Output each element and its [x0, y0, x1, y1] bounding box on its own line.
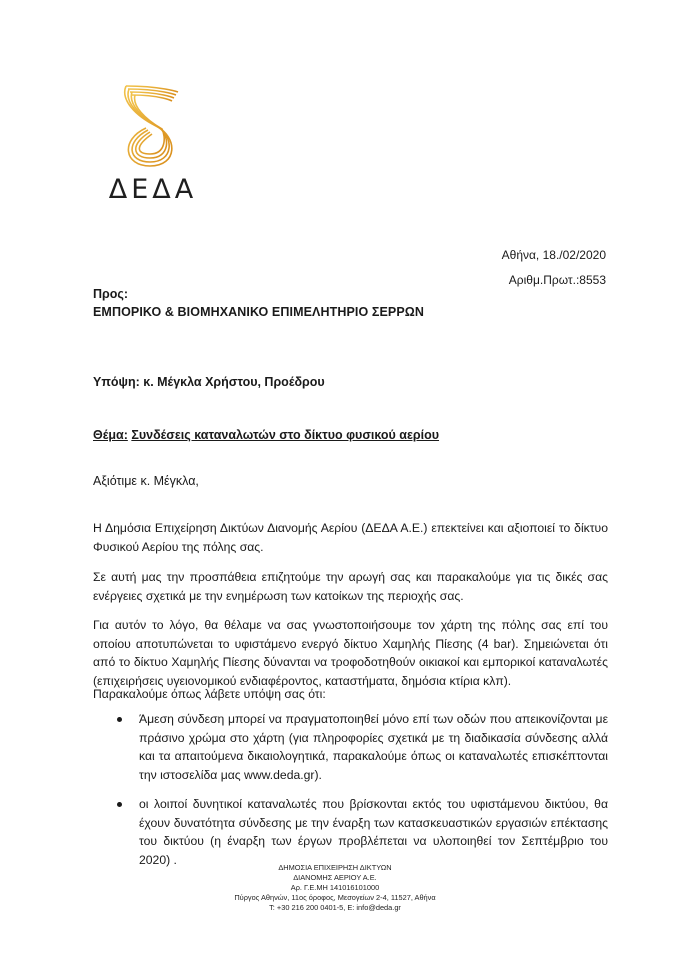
paragraph-1: Η Δημόσια Επιχείρηση Δικτύων Διανομής Αερίου (ΔΕΔΑ Α.Ε.) επεκτείνει και αξιοποιεί το δίκτυο Φυσικού Αερίου της πόλης σας. — [93, 521, 608, 554]
protocol-number: Αριθμ.Πρωτ.:8553 — [508, 273, 606, 287]
logo-wordmark: ΔΕΔΑ — [108, 174, 198, 205]
bullet-icon — [117, 802, 122, 807]
deda-logo-mark-icon — [106, 82, 196, 172]
footer-address: Πύργος Αθηνών, 11ος όροφος, Μεσογείων 2-4, 11527, Αθήνα — [234, 893, 436, 902]
footer-registry: Αρ. Γ.Ε.ΜΗ 141016101000 — [290, 883, 380, 892]
bullet-text-1: Άμεση σύνδεση μπορεί να πραγματοποιηθεί μόνο επί των οδών που απεικονίζονται με πράσινο χρώμα στο χάρτη (για πληροφορίες σχετικά με τη διαδικασία σύνδεσης αλλά και τα απαιτούμενα δικαιολογητικά, παρακαλούμε όπως οι καταναλωτές επισκέπτονται την ιστοσελίδα μας www.deda.gr). — [139, 712, 608, 782]
letter-date: Αθήνα, 18./02/2020 — [501, 248, 606, 262]
deda-logo — [96, 82, 206, 207]
subject-label: Θέμα: — [93, 428, 128, 442]
recipient-label: Προς: — [93, 287, 129, 301]
footer-contact: T: +30 216 200 0401-5, E: info@deda.gr — [269, 903, 401, 912]
bullet-text-2: οι λοιποί δυνητικοί καταναλωτές που βρίσκονται εκτός του υφιστάμενου δικτύου, θα έχουν δυνατότητα σύνδεσης με την έναρξη των κατασκευαστικών εργασιών επέκτασης του δικτύου (η έναρξη των έργων προβλέπεται να υλοποιηθεί τον Σεπτέμβριο του 2020) . — [139, 797, 608, 867]
bullet-icon — [117, 717, 122, 722]
list-item — [93, 795, 608, 869]
recipient-organization: ΕΜΠΟΡΙΚΟ & ΒΙΟΜΗΧΑΝΙΚΟ ΕΠΙΜΕΛΗΤΗΡΙΟ ΣΕΡΡΩΝ — [93, 305, 425, 319]
footer-company-line2: ΔΙΑΝΟΜΗΣ ΑΕΡΙΟΥ Α.Ε. — [293, 873, 377, 882]
salutation: Αξιότιμε κ. Μέγκλα, — [93, 474, 199, 488]
footer-company-line1: ΔΗΜΟΣΙΑ ΕΠΙΧΕΙΡΗΣΗ ΔΙΚΤΥΩΝ — [278, 863, 392, 872]
subject-text: Συνδέσεις καταναλωτών στο δίκτυο φυσικού αερίου — [131, 428, 440, 442]
paragraph-3: Για αυτόν το λόγο, θα θέλαμε να σας γνωστοποιήσουμε τον χάρτη της πόλης σας επί του οποίου αποτυπώνεται το υφιστάμενο ενεργό δίκτυο Χαμηλής Πίεσης (4 bar). Σημειώνεται ότι από το δίκτυο Χαμηλής Πίεσης δύνανται να τροφοδοτηθούν οικιακοί και εμπορικοί καταναλωτές (επιχειρήσεις υγειονομικού ενδιαφέροντος, καταστήματα, δημόσια κτίρια κλπ). — [93, 618, 608, 688]
letter-footer — [150, 863, 520, 913]
attention-line: Υπόψη: κ. Μέγκλα Χρήστου, Προέδρου — [93, 375, 325, 389]
list-item — [93, 710, 608, 784]
subject-line — [93, 428, 439, 442]
paragraph-4: Παρακαλούμε όπως λάβετε υπόψη σας ότι: — [93, 687, 326, 701]
paragraph-2: Σε αυτή μας την προσπάθεια επιζητούμε την αρωγή σας και παρακαλούμε για τις δικές σας ενέργειες σχετικά με την ενημέρωση των κατοίκων της περιοχής σας. — [93, 570, 608, 603]
